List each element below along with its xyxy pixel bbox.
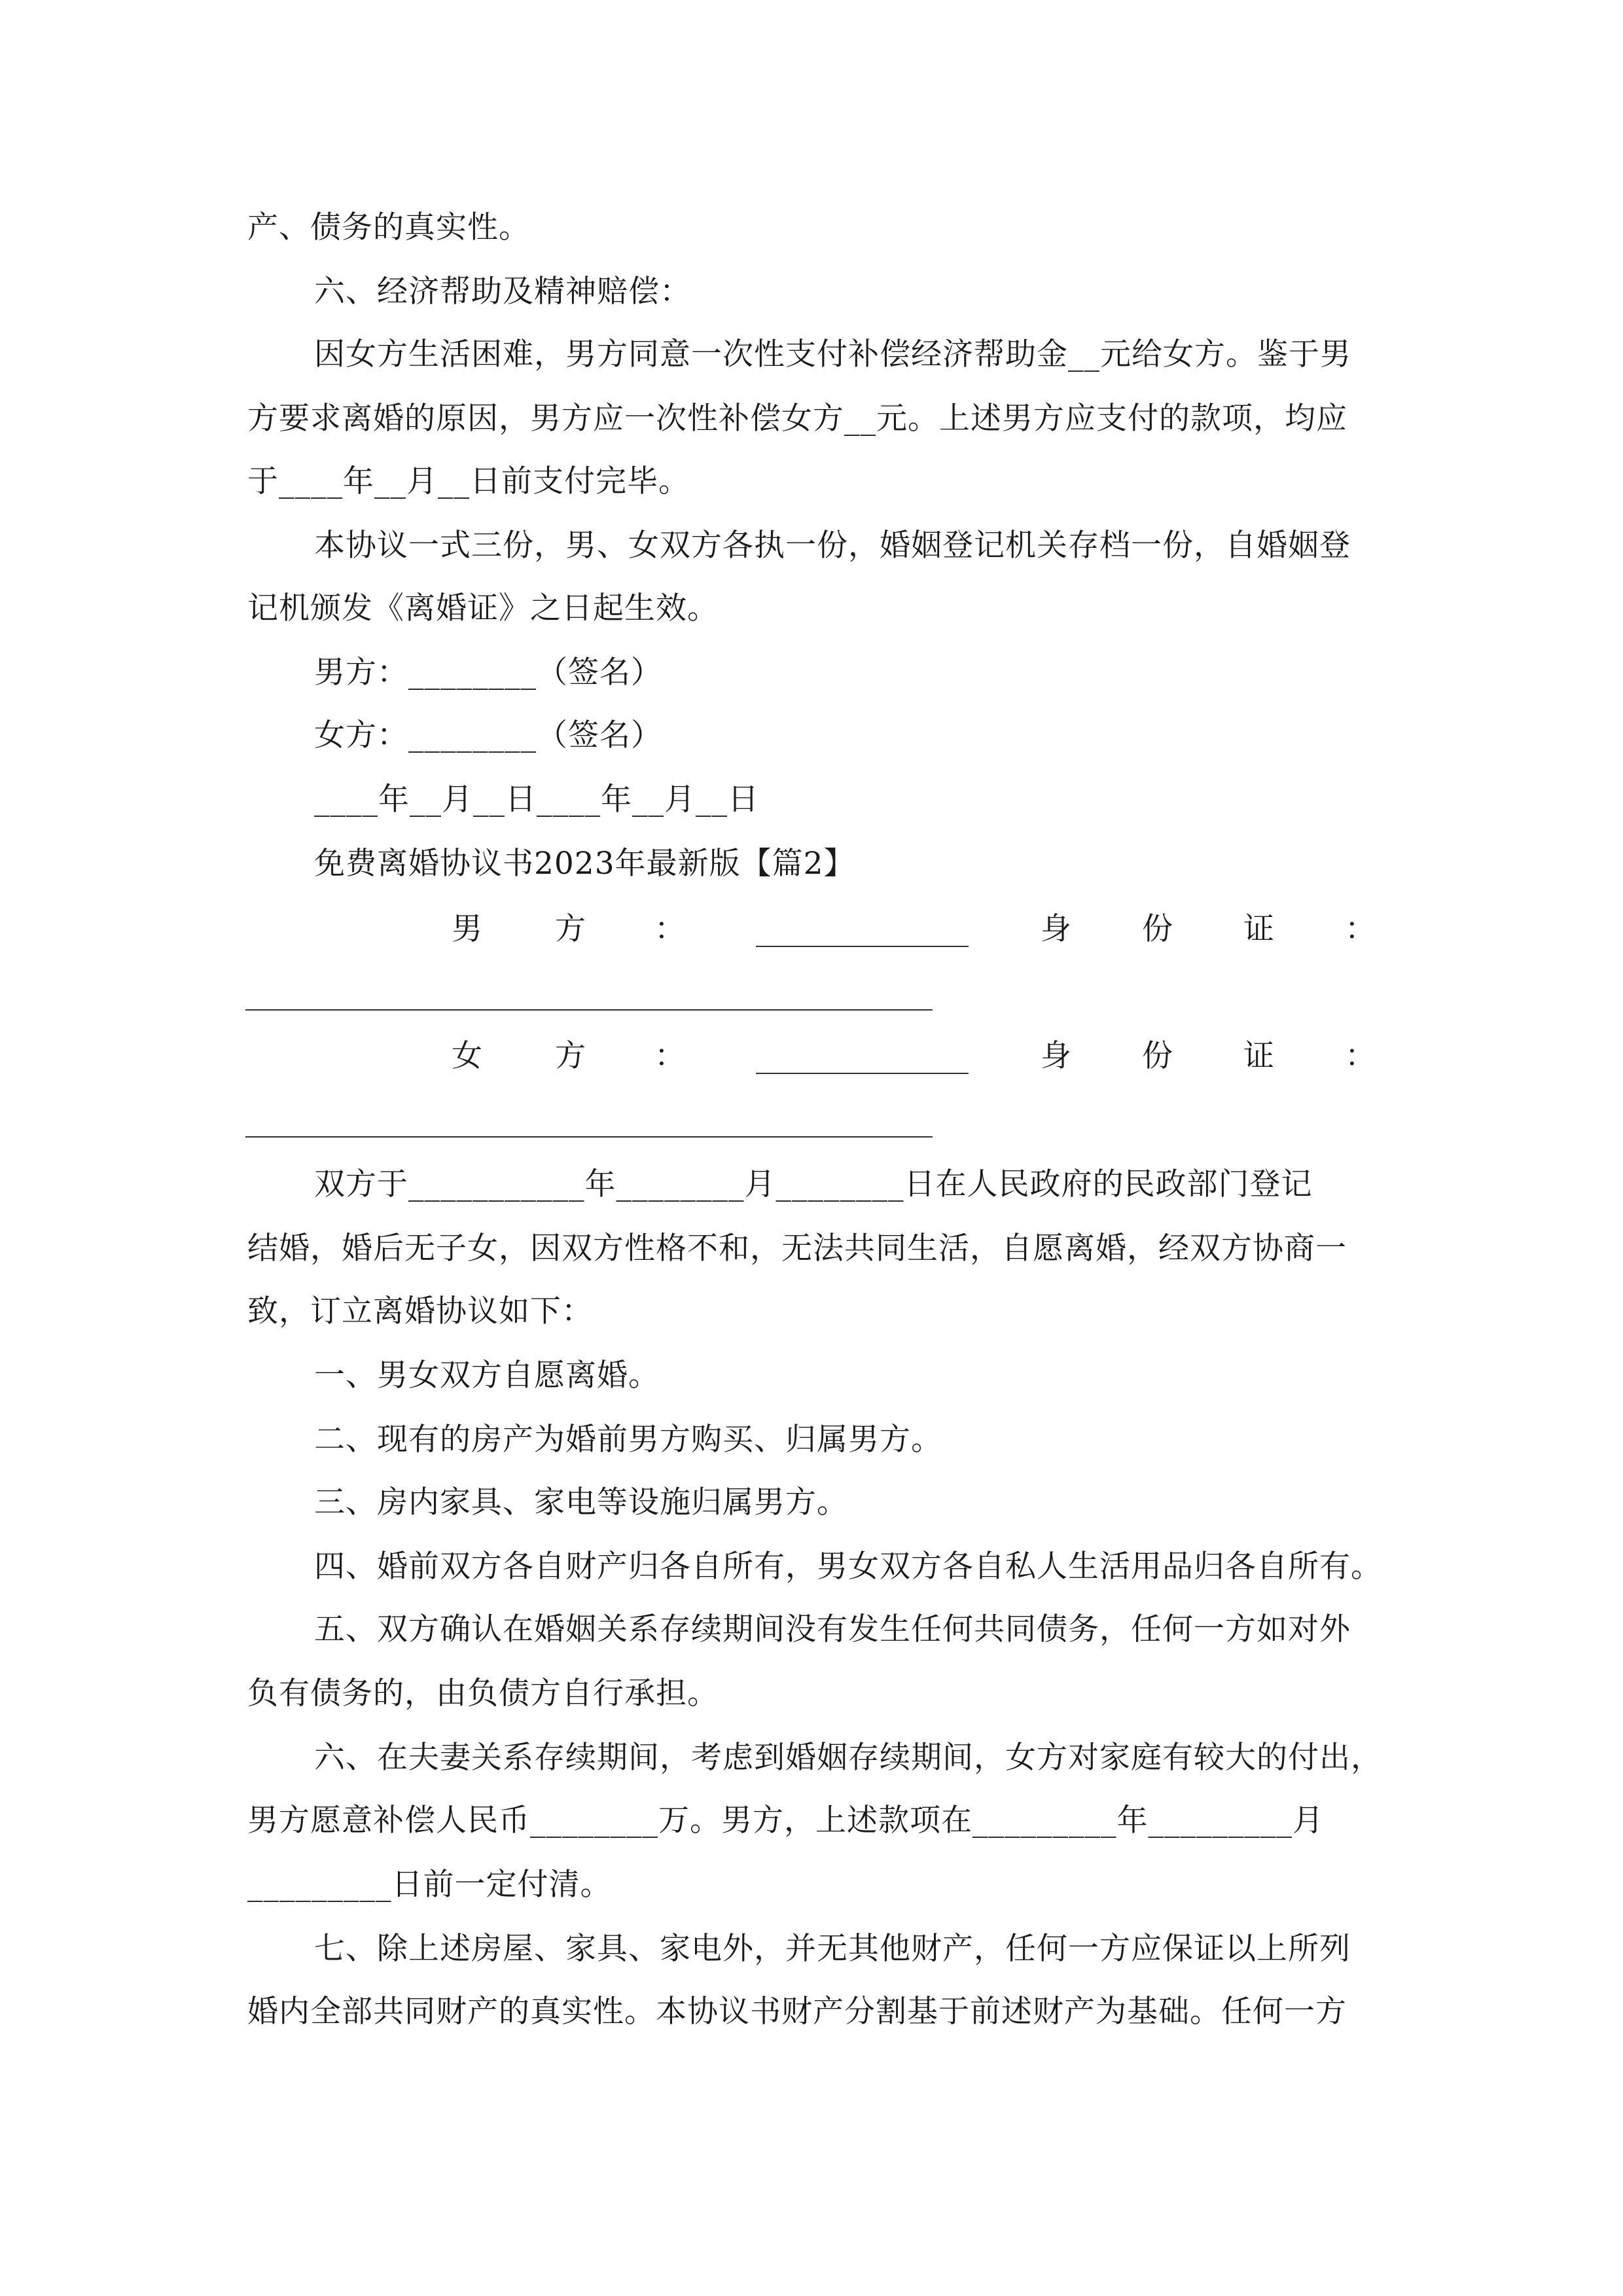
- clause-1: 一、男女双方自愿离婚。: [314, 1357, 660, 1393]
- clause-3: 三、房内家具、家电等设施归属男方。: [314, 1484, 848, 1520]
- male-id-colon: ：: [1345, 911, 1376, 947]
- male-label-colon: ：: [654, 911, 685, 947]
- female-signature-line: 女方：________（签名）: [314, 717, 662, 753]
- female-id-char-3: 证: [1243, 1038, 1274, 1074]
- text-line-5: 于____年__月__日前支付完毕。: [247, 463, 690, 499]
- text-line-15: 结婚，婚后无子女，因双方性格不和，无法共同生活，自愿离婚，经双方协商一: [247, 1230, 1347, 1266]
- date-line: ____年__月__日____年__月__日: [314, 781, 759, 817]
- female-name-underline: [756, 1073, 969, 1074]
- clause-6-cont-2: _________日前一定付清。: [247, 1867, 612, 1903]
- male-name-underline: [756, 946, 969, 947]
- female-id-colon: ：: [1345, 1038, 1376, 1074]
- male-label-char-2: 方: [555, 911, 586, 947]
- male-id-char-1: 身: [1041, 911, 1071, 947]
- female-id-char-1: 身: [1041, 1038, 1071, 1074]
- female-id-underline: [245, 1136, 933, 1138]
- text-line-14: 双方于___________年________月________日在人民政府的民政部门登记: [314, 1166, 1313, 1202]
- text-line-7: 记机颁发《离婚证》之日起生效。: [247, 590, 719, 626]
- text-line-4: 方要求离婚的原因，男方应一次性补偿女方__元。上述男方应支付的款项，均应: [247, 401, 1347, 437]
- clause-6: 六、在夫妻关系存续期间，考虑到婚姻存续期间，女方对家庭有较大的付出，: [314, 1740, 1382, 1776]
- clause-7-cont: 婚内全部共同财产的真实性。本协议书财产分割基于前述财产为基础。任何一方: [247, 1994, 1347, 2030]
- text-line-6: 本协议一式三份，男、女双方各执一份，婚姻登记机关存档一份，自婚姻登: [314, 528, 1351, 564]
- section-title-part2: 免费离婚协议书2023年最新版【篇2】: [314, 846, 855, 882]
- clause-2: 二、现有的房产为婚前男方购买、归属男方。: [314, 1422, 942, 1458]
- clause-4: 四、婚前双方各自财产归各自所有，男女双方各自私人生活用品归各自所有。: [314, 1549, 1382, 1585]
- female-label-char-1: 女: [452, 1038, 482, 1074]
- male-id-char-2: 份: [1142, 911, 1173, 947]
- male-signature-line: 男方：________（签名）: [314, 655, 662, 691]
- male-id-underline: [245, 1009, 933, 1011]
- text-line-16: 致，订立离婚协议如下：: [247, 1293, 593, 1329]
- male-label-char-1: 男: [452, 911, 482, 947]
- section-heading-economic-help: 六、经济帮助及精神赔偿：: [314, 274, 691, 310]
- clause-5: 五、双方确认在婚姻关系存续期间没有发生任何共同债务，任何一方如对外: [314, 1611, 1351, 1647]
- text-line-1: 产、债务的真实性。: [247, 209, 530, 245]
- clause-7: 七、除上述房屋、家具、家电外，并无其他财产，任何一方应保证以上所列: [314, 1931, 1351, 1967]
- clause-6-cont-1: 男方愿意补偿人民币________万。男方，上述款项在_________年_________月: [247, 1803, 1324, 1839]
- male-id-char-3: 证: [1243, 911, 1274, 947]
- female-id-char-2: 份: [1142, 1038, 1173, 1074]
- female-label-colon: ：: [654, 1038, 685, 1074]
- text-line-3: 因女方生活困难，男方同意一次性支付补偿经济帮助金__元给女方。鉴于男: [314, 336, 1351, 372]
- clause-5-cont: 负有债务的，由负债方自行承担。: [247, 1676, 719, 1712]
- female-label-char-2: 方: [555, 1038, 586, 1074]
